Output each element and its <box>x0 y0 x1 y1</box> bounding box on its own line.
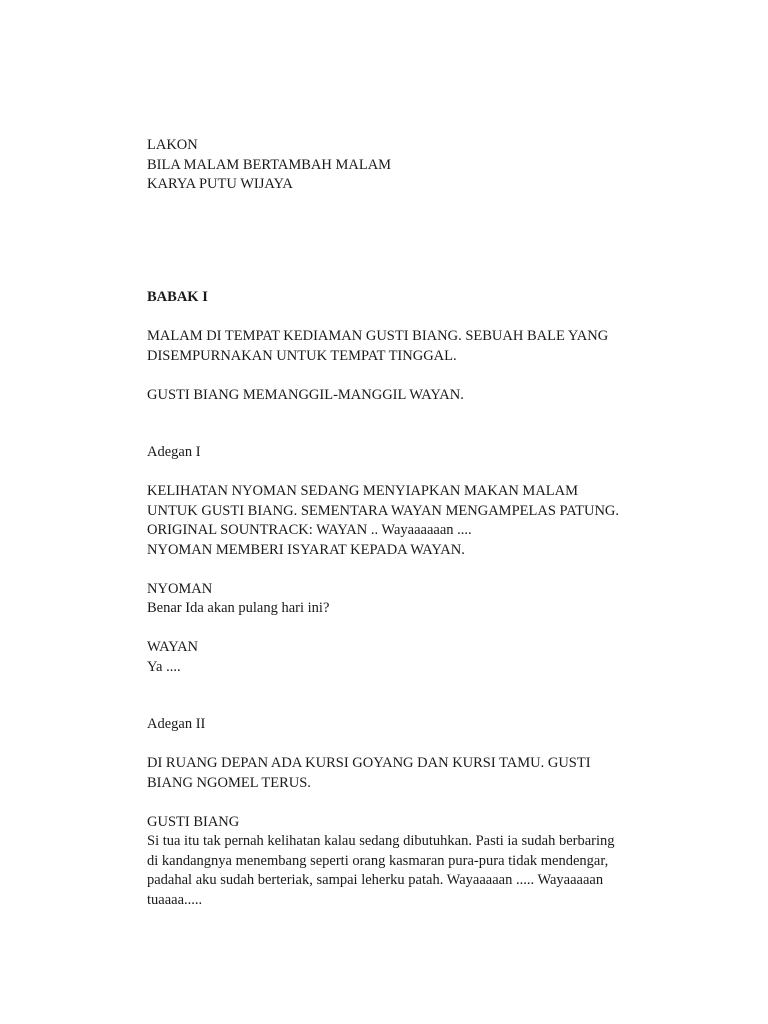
act-heading: BABAK I <box>147 289 208 305</box>
act-action: GUSTI BIANG MEMANGGIL-MANGGIL WAYAN. <box>147 386 464 403</box>
scene1-direction-line: NYOMAN MEMBERI ISYARAT KEPADA WAYAN. <box>147 541 465 558</box>
speaker-name: GUSTI BIANG <box>147 813 240 830</box>
act-setting-line: DISEMPURNAKAN UNTUK TEMPAT TINGGAL. <box>147 347 457 364</box>
dialogue-line: Si tua itu tak pernah kelihatan kalau sedang dibutuhkan. Pasti ia sudah berbaring <box>147 833 615 849</box>
spacer <box>147 269 667 289</box>
spacer <box>147 195 667 269</box>
scene2-heading: Adegan II <box>147 716 206 732</box>
dialogue-line: Benar Ida akan pulang hari ini? <box>147 600 330 616</box>
spacer <box>147 308 667 328</box>
scene1-heading: Adegan I <box>147 444 201 460</box>
spacer <box>147 677 667 715</box>
spacer <box>147 619 667 639</box>
speaker-name: NYOMAN <box>147 580 213 597</box>
author-line: KARYA PUTU WIJAYA <box>147 176 293 192</box>
act-setting-line: MALAM DI TEMPAT KEDIAMAN GUSTI BIANG. SEBUAH BALE YANG <box>147 328 609 344</box>
spacer <box>147 366 667 386</box>
dialogue-line: Ya .... <box>147 658 181 675</box>
spacer <box>147 793 667 813</box>
dialogue-line: tuaaaa..... <box>147 891 203 908</box>
scene2-direction-line: BIANG NGOMEL TERUS. <box>147 774 311 791</box>
spacer <box>147 560 667 580</box>
scene2-direction-line: DI RUANG DEPAN ADA KURSI GOYANG DAN KURSI TAMU. GUSTI <box>147 755 591 771</box>
title-lakon: LAKON <box>147 137 198 153</box>
dialogue-line: padahal aku sudah berteriak, sampai leherku patah. Wayaaaaan ..... Wayaaaaan <box>147 872 604 888</box>
dialogue-line: di kandangnya menembang seperti orang kasmaran pura-pura tidak mendengar, <box>147 852 609 869</box>
speaker-name: WAYAN <box>147 639 199 655</box>
scene1-direction-line: KELIHATAN NYOMAN SEDANG MENYIAPKAN MAKAN MALAM <box>147 483 579 499</box>
scene1-direction-line: UNTUK GUSTI BIANG. SEMENTARA WAYAN MENGAMPELAS PATUNG. <box>147 502 620 519</box>
spacer <box>147 405 667 443</box>
spacer <box>147 463 667 483</box>
script-text <box>147 136 667 910</box>
play-title: BILA MALAM BERTAMBAH MALAM <box>147 156 392 173</box>
scene1-direction-line: ORIGINAL SOUNTRACK: WAYAN .. Wayaaaaaan .... <box>147 522 472 538</box>
spacer <box>147 735 667 755</box>
